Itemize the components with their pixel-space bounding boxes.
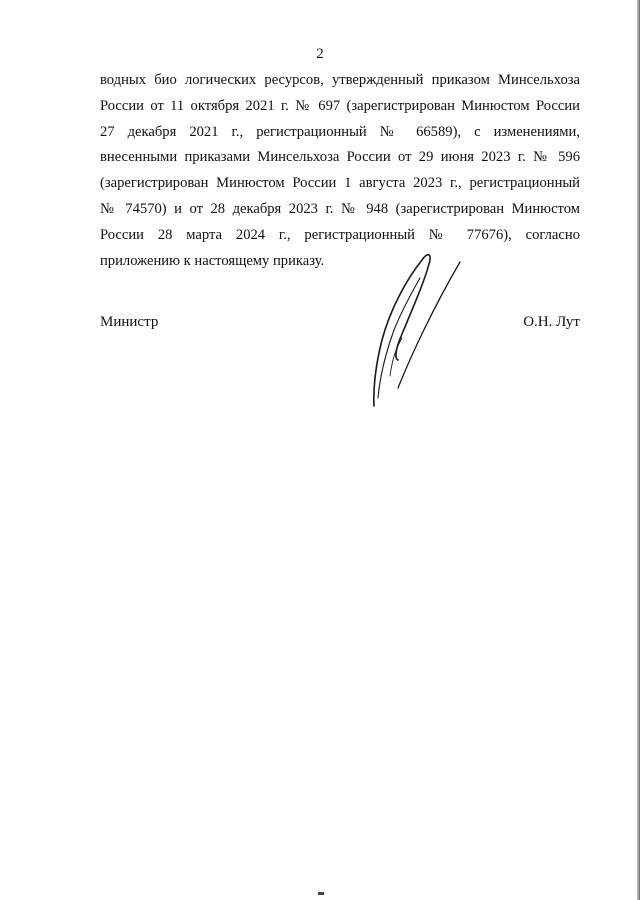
- paragraph-line: внесенными приказами Минсельхоза России от 29 июня 2023 г. № 596: [100, 149, 580, 166]
- handwritten-signature: [360, 248, 470, 410]
- body-paragraph: [100, 68, 580, 274]
- paragraph-line: № 74570) и от 28 декабря 2023 г. № 948 (зарегистрирован Минюстом: [100, 200, 580, 217]
- paragraph-line: 27 декабря 2021 г., регистрационный № 66589), с изменениями,: [100, 123, 580, 140]
- scan-mark: [318, 892, 324, 895]
- paragraph-line: приложению к настоящему приказу.: [100, 252, 325, 269]
- signature-stroke: [374, 255, 430, 406]
- page-number: 2: [316, 46, 324, 62]
- paragraph-line: России 28 марта 2024 г., регистрационный № 77676), согласно: [100, 226, 580, 243]
- paragraph-line: России от 11 октября 2021 г. № 697 (зарегистрирован Минюстом России: [100, 97, 580, 114]
- paragraph-line: водных био логических ресурсов, утвержденный приказом Минсельхоза: [100, 72, 580, 88]
- signatory-title: Министр: [100, 314, 159, 330]
- signature-block: [100, 312, 580, 342]
- signatory-name: О.Н. Лут: [523, 314, 580, 330]
- paragraph-line: (зарегистрирован Минюстом России 1 августа 2023 г., регистрационный: [100, 175, 580, 192]
